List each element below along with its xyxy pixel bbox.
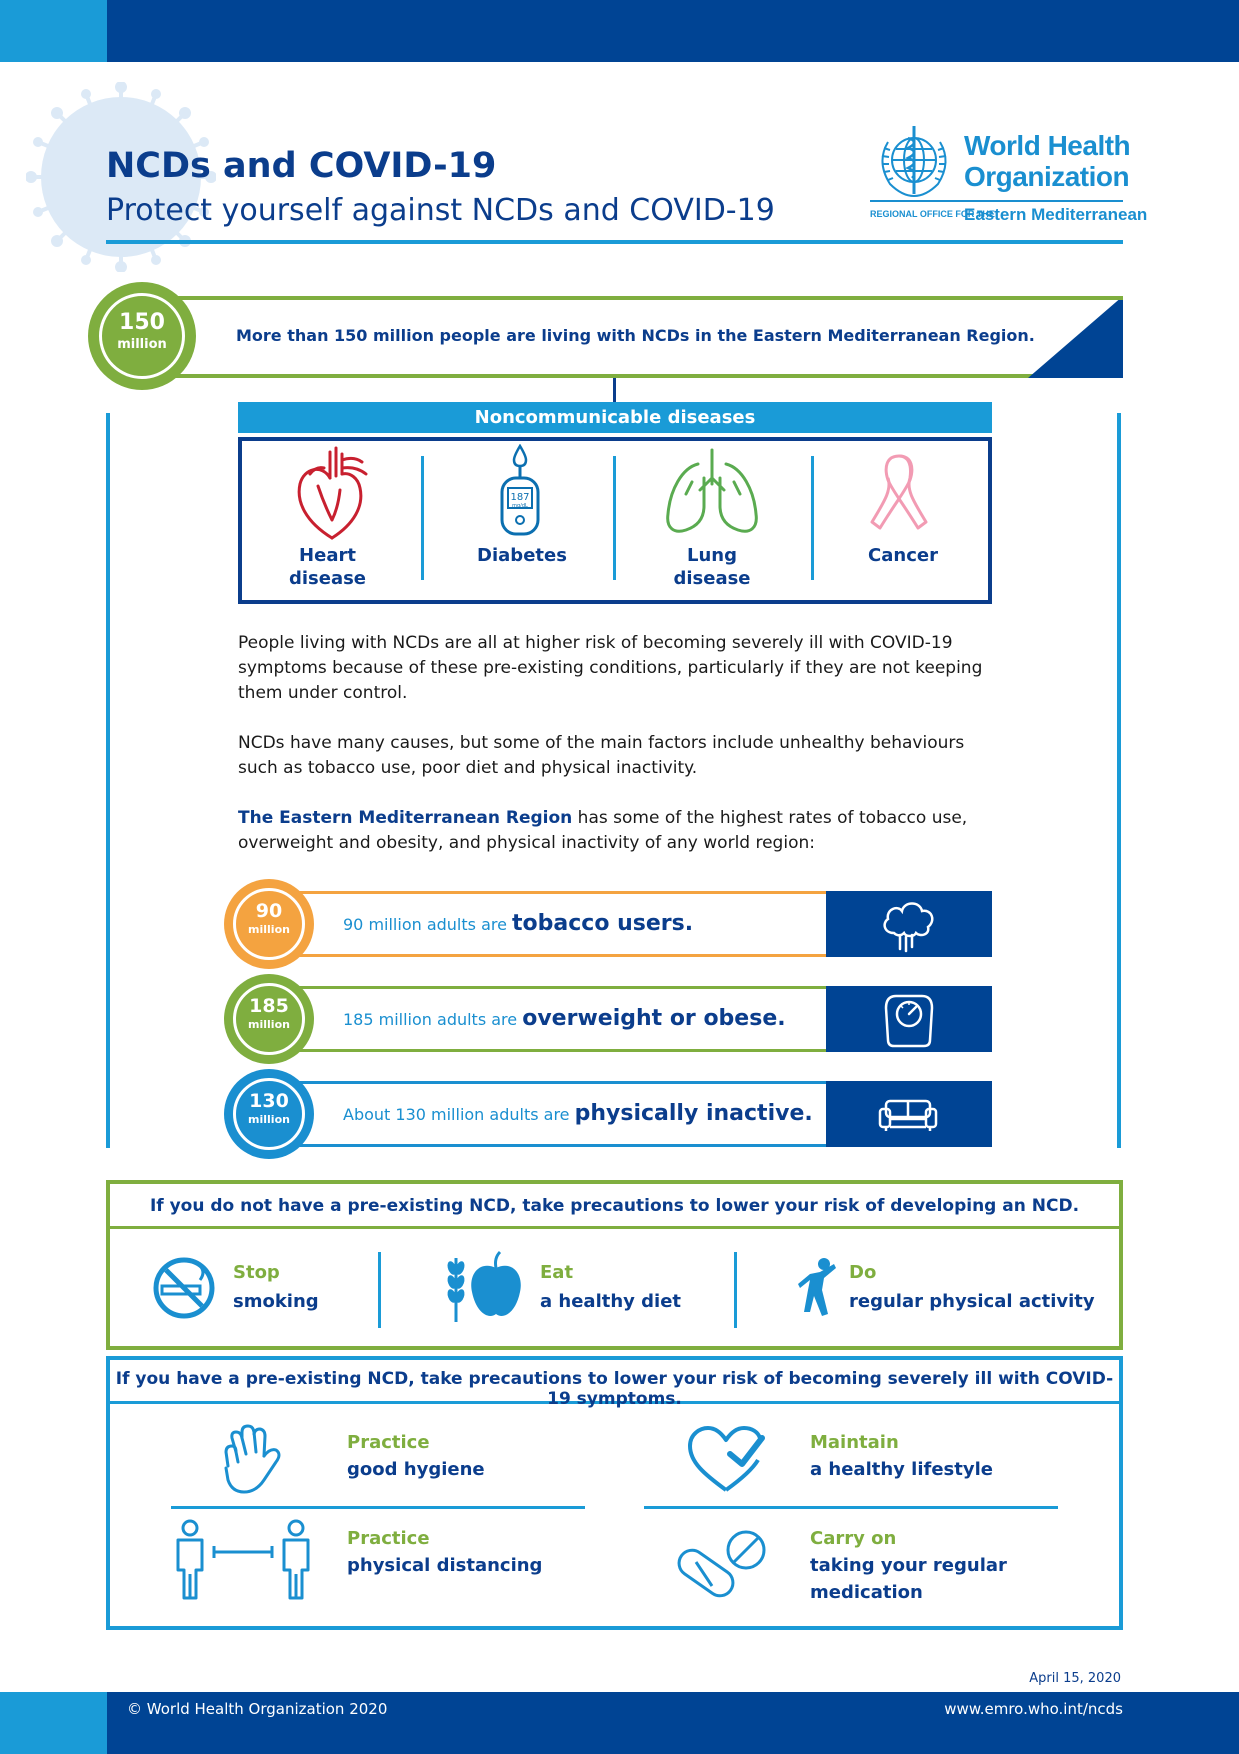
lungs-icon <box>664 448 760 538</box>
page-subtitle: Protect yourself against NCDs and COVID-19 <box>106 193 775 228</box>
banner-triangle <box>1028 296 1123 378</box>
precaution-verb: Practice <box>347 1528 430 1549</box>
heart-check-icon <box>686 1424 766 1494</box>
ncd-divider <box>613 456 616 580</box>
stat-icon-box <box>826 1081 992 1147</box>
stat-text-tobacco <box>343 911 693 936</box>
region-highlight: The Eastern Mediterranean Region <box>238 808 573 828</box>
stat-text-inactive <box>343 1101 813 1126</box>
precaution-verb: Maintain <box>810 1432 899 1453</box>
precaution-row-divider <box>644 1506 1058 1509</box>
precautions-no-ncd-title: If you do not have a pre-existing NCD, take precautions to lower your risk of developing an NCD. <box>149 1196 1080 1216</box>
ncd-label-line: Diabetes <box>477 545 567 566</box>
stat-number: 130 <box>249 1090 289 1112</box>
precaution-divider <box>734 1252 737 1328</box>
precaution-object: good hygiene <box>347 1459 485 1480</box>
ncd-label-line: disease <box>673 568 751 589</box>
ncd-label-line: Cancer <box>868 545 938 566</box>
stat-emphasis: tobacco users. <box>512 911 694 936</box>
stat-unit: million <box>248 1018 290 1031</box>
stat-circle-ring <box>233 888 305 960</box>
no-smoking-icon <box>152 1256 216 1320</box>
stat-number: 90 <box>255 900 283 922</box>
running-person-icon <box>796 1256 838 1318</box>
precaution-object-line: medication <box>810 1582 923 1603</box>
who-name-line2: Organization <box>964 161 1130 192</box>
glucometer-unit: mg/dL <box>512 503 528 509</box>
stat-emphasis: overweight or obese. <box>522 1006 786 1031</box>
ncd-count-circle-ring <box>99 293 185 379</box>
top-bar <box>0 0 1239 62</box>
precaution-object: a healthy diet <box>540 1291 682 1312</box>
stat-emphasis: physically inactive. <box>574 1101 813 1126</box>
ncd-label-heart <box>255 544 400 590</box>
region-rest: has some of the highest rates of tobacco use, overweight and obesity, and physical inactivity of any world region: <box>238 808 968 853</box>
publication-date: April 15, 2020 <box>1029 1671 1121 1686</box>
precaution-verb: Carry on <box>810 1528 897 1549</box>
stat-number: 185 <box>249 995 289 1017</box>
heart-icon <box>292 446 372 542</box>
who-regional-office: REGIONAL OFFICE FOR THE <box>870 209 995 219</box>
who-name-line1: World Health <box>964 130 1131 161</box>
sofa-icon <box>878 1097 938 1133</box>
ncd-count-text: More than 150 million people are living with NCDs in the Eastern Mediterranean Region. <box>236 326 1035 345</box>
ncd-label-line: disease <box>288 568 367 589</box>
ncd-divider <box>811 456 814 580</box>
stat-icon-box <box>826 986 992 1052</box>
precautions-ncd-title: If you have a pre-existing NCD, take precautions to lower your risk of becoming severely ill with COVID-19 symptoms. <box>115 1369 1114 1409</box>
paragraph-risk: People living with NCDs are all at higher risk of becoming severely ill with COVID-19 symptoms because of these pre-existing conditions, particularly if they are not keeping them under control. <box>238 633 983 703</box>
top-bar-accent <box>0 0 107 62</box>
ncd-label-cancer <box>830 544 976 567</box>
apple-wheat-icon <box>444 1250 524 1324</box>
footer-bar-accent <box>0 1692 107 1754</box>
ncd-count-number: 150 <box>119 310 165 335</box>
ncd-label-line: Lung <box>687 545 737 566</box>
smoke-icon <box>878 897 938 953</box>
precaution-row-divider <box>171 1506 585 1509</box>
precautions-no-ncd-divider <box>106 1226 1123 1229</box>
glucometer-reading: 187 <box>510 492 530 503</box>
stat-circle-ring <box>233 983 305 1055</box>
ncd-label-line: Heart <box>299 545 356 566</box>
stat-icon-box <box>826 891 992 957</box>
header-divider <box>106 240 1123 244</box>
ribbon-icon <box>866 452 932 534</box>
website-link[interactable]: www.emro.who.int/ncds <box>944 1700 1123 1718</box>
logo-divider <box>870 200 1123 202</box>
precaution-object: a healthy lifestyle <box>810 1459 993 1480</box>
precaution-object: smoking <box>233 1291 319 1312</box>
precaution-divider <box>378 1252 381 1328</box>
scale-icon <box>884 992 934 1048</box>
ncd-label-diabetes <box>432 544 612 567</box>
precaution-verb: Eat <box>540 1262 574 1283</box>
precaution-object: physical distancing <box>347 1555 543 1576</box>
precaution-verb: Do <box>849 1262 877 1283</box>
precaution-verb: Stop <box>233 1262 280 1283</box>
precaution-verb: Practice <box>347 1432 430 1453</box>
ncd-heading: Noncommunicable diseases <box>238 402 992 433</box>
ncd-divider <box>421 456 424 580</box>
stat-prefix: About 130 million adults are <box>343 1105 575 1124</box>
distancing-icon <box>168 1518 312 1602</box>
precaution-object-line: taking your regular <box>810 1555 1007 1576</box>
page-title: NCDs and COVID-19 <box>106 146 497 186</box>
who-emblem-icon <box>868 122 960 202</box>
side-line-right <box>1117 413 1121 1148</box>
ncd-count-unit: million <box>117 337 167 352</box>
stat-prefix: 90 million adults are <box>343 915 513 934</box>
stat-unit: million <box>248 1113 290 1126</box>
hand-icon <box>218 1424 288 1496</box>
precaution-object <box>810 1552 1007 1606</box>
stat-circle-ring <box>233 1078 305 1150</box>
side-line-left <box>106 413 110 1148</box>
connector-line <box>613 378 616 402</box>
who-region: Eastern Mediterranean <box>964 205 1148 224</box>
stat-text-overweight <box>343 1006 786 1031</box>
ncd-label-lung <box>632 544 792 590</box>
stat-prefix: 185 million adults are <box>343 1010 523 1029</box>
stat-unit: million <box>248 923 290 936</box>
precaution-object: regular physical activity <box>849 1291 1095 1312</box>
paragraph-region <box>238 806 998 856</box>
glucometer-icon <box>492 444 548 540</box>
paragraph-causes: NCDs have many causes, but some of the main factors include unhealthy behaviours such as tobacco use, poor diet and physical inactivity. <box>238 733 965 778</box>
copyright: © World Health Organization 2020 <box>127 1700 388 1718</box>
pill-icon <box>674 1528 768 1600</box>
